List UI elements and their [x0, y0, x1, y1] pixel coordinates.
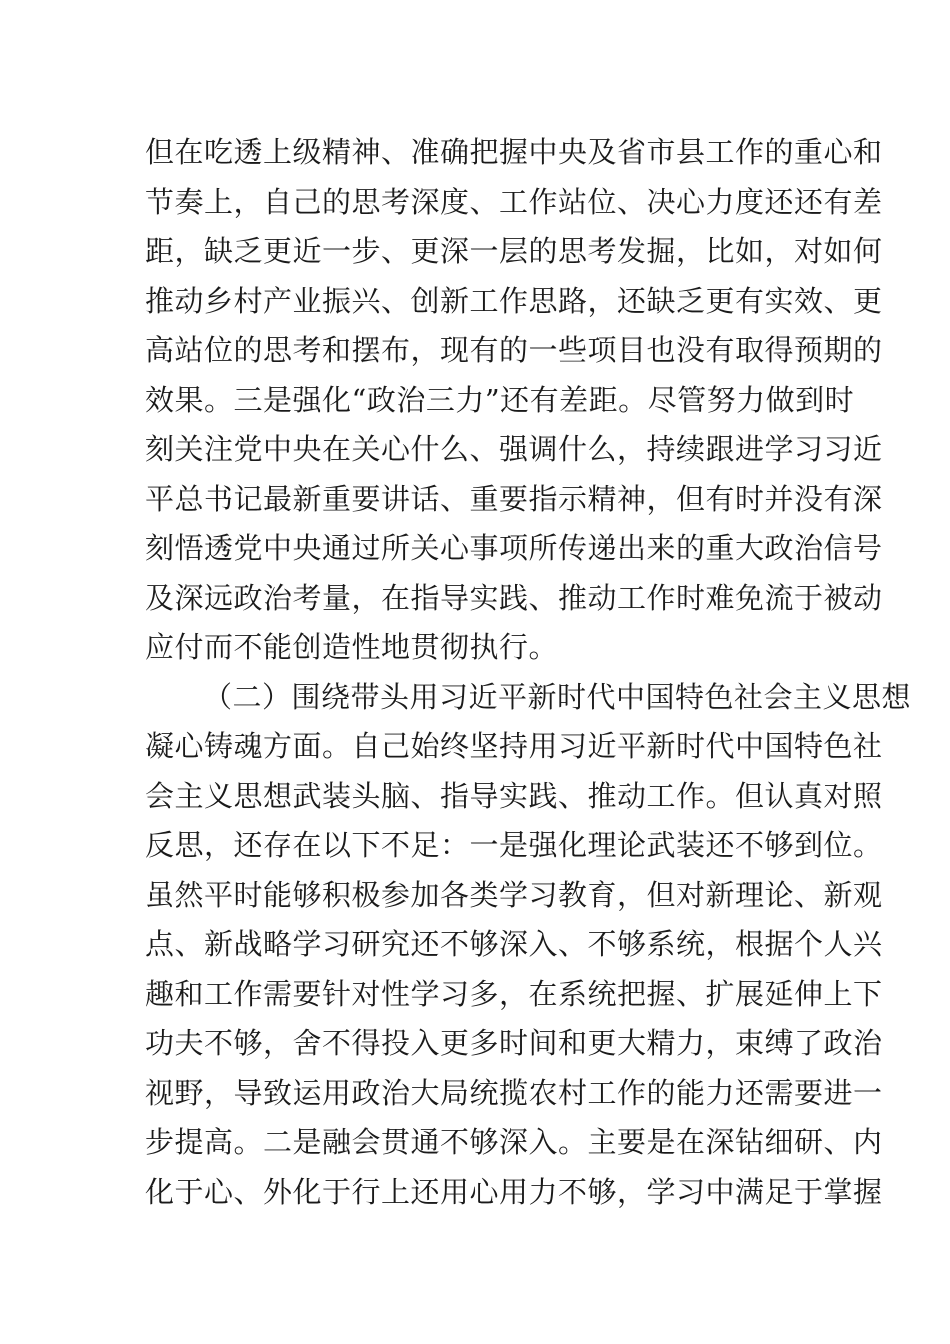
text-line: 反思，还存在以下不足：一是强化理论武装还不够到位。 [145, 828, 883, 862]
text-line: 点、新战略学习研究还不够深入、不够系统，根据个人兴 [145, 927, 883, 961]
text-line: 及深远政治考量，在指导实践、推动工作时难免流于被动 [145, 580, 883, 615]
text-line: 节奏上，自己的思考深度、工作站位、决心力度还还有差 [145, 184, 883, 219]
text-line: 功夫不够，舍不得投入更多时间和更大精力，束缚了政治 [145, 1026, 883, 1060]
text-line: 但在吃透上级精神、准确把握中央及省市县工作的重心和 [145, 135, 883, 169]
text-line: 刻关注党中央在关心什么、强调什么，持续跟进学习习近 [145, 432, 883, 466]
text-line: 刻悟透党中央通过所关心事项所传递出来的重大政治信号 [145, 531, 883, 565]
text-line: 应付而不能创造性地贯彻执行。 [145, 630, 559, 664]
text-line: 步提高。二是融会贯通不够深入。主要是在深钻细研、内 [145, 1125, 883, 1159]
text-line: 平总书记最新重要讲话、重要指示精神，但有时并没有深 [145, 481, 883, 516]
text-line: 凝心铸魂方面。自己始终坚持用习近平新时代中国特色社 [145, 729, 883, 763]
text-line: 视野，导致运用政治大局统揽农村工作的能力还需要进一 [145, 1075, 883, 1110]
text-line: 虽然平时能够积极参加各类学习教育，但对新理论、新观 [145, 877, 883, 912]
text-line: 距，缺乏更近一步、更深一层的思考发掘，比如，对如何 [145, 234, 883, 268]
text-line: 趣和工作需要针对性学习多，在系统把握、扩展延伸上下 [145, 976, 883, 1011]
section-heading-line: （二）围绕带头用习近平新时代中国特色社会主义思想 [203, 679, 912, 714]
text-line: 化于心、外化于行上还用心用力不够，学习中满足于掌握 [145, 1174, 883, 1209]
text-line: 高站位的思考和摆布，现有的一些项目也没有取得预期的 [145, 333, 883, 367]
text-line: 效果。三是强化“政治三力”还有差距。尽管努力做到时 [145, 382, 855, 417]
body-text [145, 128, 912, 1217]
text-line: 推动乡村产业振兴、创新工作思路，还缺乏更有实效、更 [145, 283, 883, 318]
text-line: 会主义思想武装头脑、指导实践、推动工作。但认真对照 [145, 778, 883, 813]
